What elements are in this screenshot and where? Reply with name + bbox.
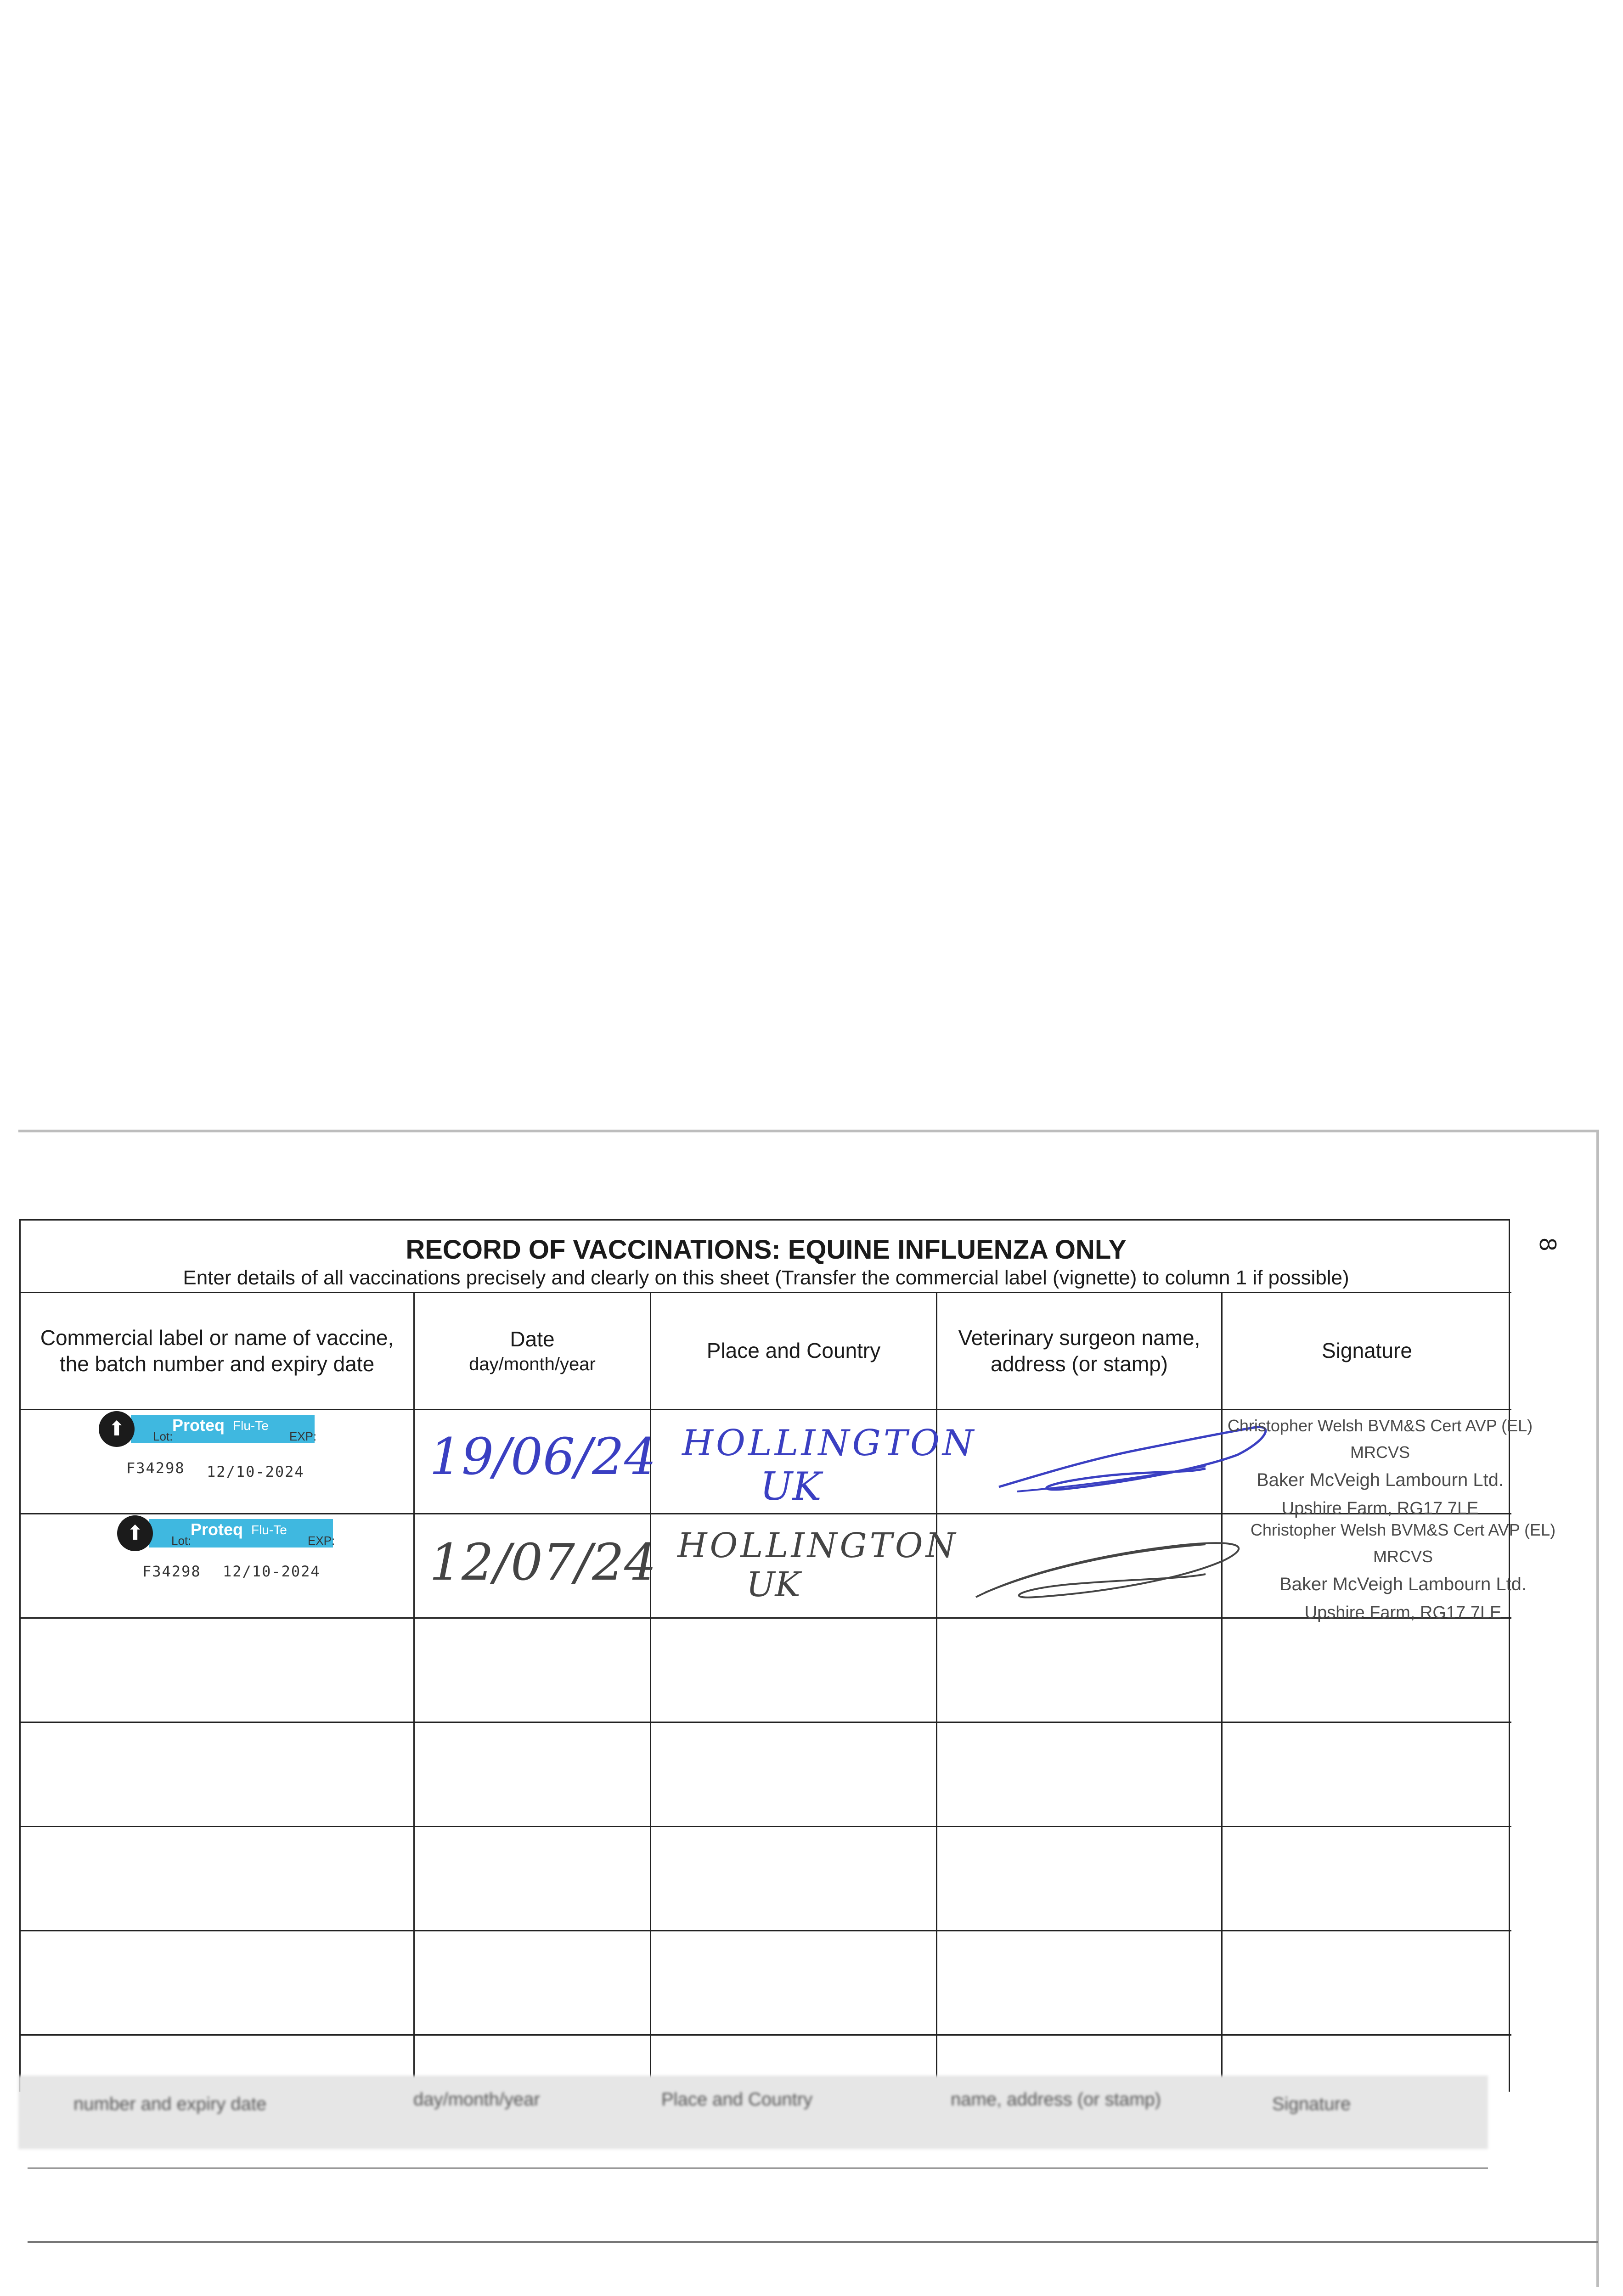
next-header-vaccine: number and expiry date bbox=[73, 2094, 267, 2114]
vet-stamp bbox=[1219, 1517, 1587, 1627]
header-vet-label: Veterinary surgeon name, address (or stamp) bbox=[958, 1325, 1200, 1376]
next-header-date: day/month/year bbox=[413, 2089, 540, 2110]
scan-top-edge bbox=[18, 1130, 1598, 1132]
next-page-header-strip bbox=[18, 2076, 1488, 2149]
grid-line bbox=[21, 1930, 1511, 1931]
next-header-place: Place and Country bbox=[661, 2089, 813, 2110]
grid-column-line bbox=[413, 1292, 415, 2093]
grid-column-line bbox=[1221, 1292, 1223, 2093]
sticker-brand: Proteq bbox=[191, 1520, 243, 1539]
stamp-practice: Baker McVeigh Lambourn Ltd. bbox=[1256, 1470, 1504, 1491]
grid-column-line bbox=[936, 1292, 937, 2093]
expiry-date: 12/10-2024 bbox=[223, 1563, 321, 1580]
stamp-name: Christopher Welsh BVM&S Cert AVP (EL) MRCVS bbox=[1227, 1416, 1533, 1462]
sticker-brand: Proteq bbox=[172, 1416, 225, 1435]
arrow-icon: ⬆ bbox=[117, 1515, 153, 1551]
vet-stamp bbox=[1196, 1412, 1564, 1523]
next-header-signature: Signature bbox=[1272, 2094, 1351, 2114]
arrow-icon: ⬆ bbox=[99, 1411, 135, 1447]
stamp-practice: Baker McVeigh Lambourn Ltd. bbox=[1279, 1574, 1527, 1595]
sticker-exp: EXP: bbox=[308, 1534, 335, 1548]
scan-right-edge bbox=[1596, 1130, 1599, 2287]
sticker-exp: EXP: bbox=[289, 1429, 317, 1443]
header-signature-label: Signature bbox=[1322, 1339, 1412, 1363]
header-signature bbox=[1223, 1293, 1511, 1409]
scan-bottom-line bbox=[28, 2241, 1598, 2243]
next-header-vet: name, address (or stamp) bbox=[951, 2089, 1161, 2110]
handwritten-place: HOLLINGTON bbox=[677, 1526, 958, 1565]
header-vet bbox=[937, 1293, 1221, 1409]
handwritten-date: 19/06/24 bbox=[429, 1427, 657, 1486]
expiry-date: 12/10-2024 bbox=[207, 1463, 304, 1480]
handwritten-place: HOLLINGTON bbox=[682, 1423, 977, 1464]
header-place-label: Place and Country bbox=[706, 1339, 881, 1363]
handwritten-country: UK bbox=[746, 1565, 800, 1604]
sticker-brand-sub: Flu-Te bbox=[251, 1523, 287, 1537]
sticker-brand-sub: Flu-Te bbox=[233, 1418, 269, 1433]
handwritten-country: UK bbox=[760, 1464, 822, 1509]
stamp-address: Upshire Farm, RG17 7LE bbox=[1304, 1603, 1502, 1623]
header-date bbox=[415, 1293, 650, 1409]
scan-bottom-line bbox=[28, 2167, 1488, 2169]
header-date-format: day/month/year bbox=[469, 1354, 596, 1374]
header-place bbox=[651, 1293, 936, 1409]
batch-number: F34298 bbox=[126, 1459, 185, 1477]
batch-number: F34298 bbox=[142, 1563, 201, 1580]
grid-line bbox=[21, 1826, 1511, 1827]
vaccine-label-sticker bbox=[117, 1515, 333, 1548]
grid-column-line bbox=[650, 1292, 651, 2093]
form-title: RECORD OF VACCINATIONS: EQUINE INFLUENZA ONLY bbox=[406, 1235, 1127, 1265]
vaccination-record-form bbox=[19, 1219, 1556, 2092]
vaccine-label-sticker bbox=[99, 1411, 315, 1443]
header-vaccine-label: Commercial label or name of vaccine, the batch number and expiry date bbox=[40, 1325, 394, 1376]
stamp-name: Christopher Welsh BVM&S Cert AVP (EL) MRCVS bbox=[1250, 1520, 1556, 1566]
grid-line bbox=[21, 1722, 1511, 1723]
grid-line bbox=[21, 2034, 1511, 2036]
handwritten-date: 12/07/24 bbox=[429, 1533, 657, 1592]
header-date-label: Date bbox=[510, 1327, 555, 1351]
sticker-lot: Lot: bbox=[171, 1534, 192, 1548]
page-number: 8 bbox=[1534, 1238, 1561, 1251]
sticker-lot: Lot: bbox=[153, 1429, 173, 1443]
grid-line bbox=[21, 1409, 1511, 1410]
stamp-address: Upshire Farm, RG17 7LE bbox=[1281, 1499, 1479, 1519]
form-subtitle: Enter details of all vaccinations precisely and clearly on this sheet (Transfer the commercial label (vignette) to column 1 if possible) bbox=[183, 1266, 1349, 1289]
header-vaccine bbox=[21, 1293, 413, 1409]
